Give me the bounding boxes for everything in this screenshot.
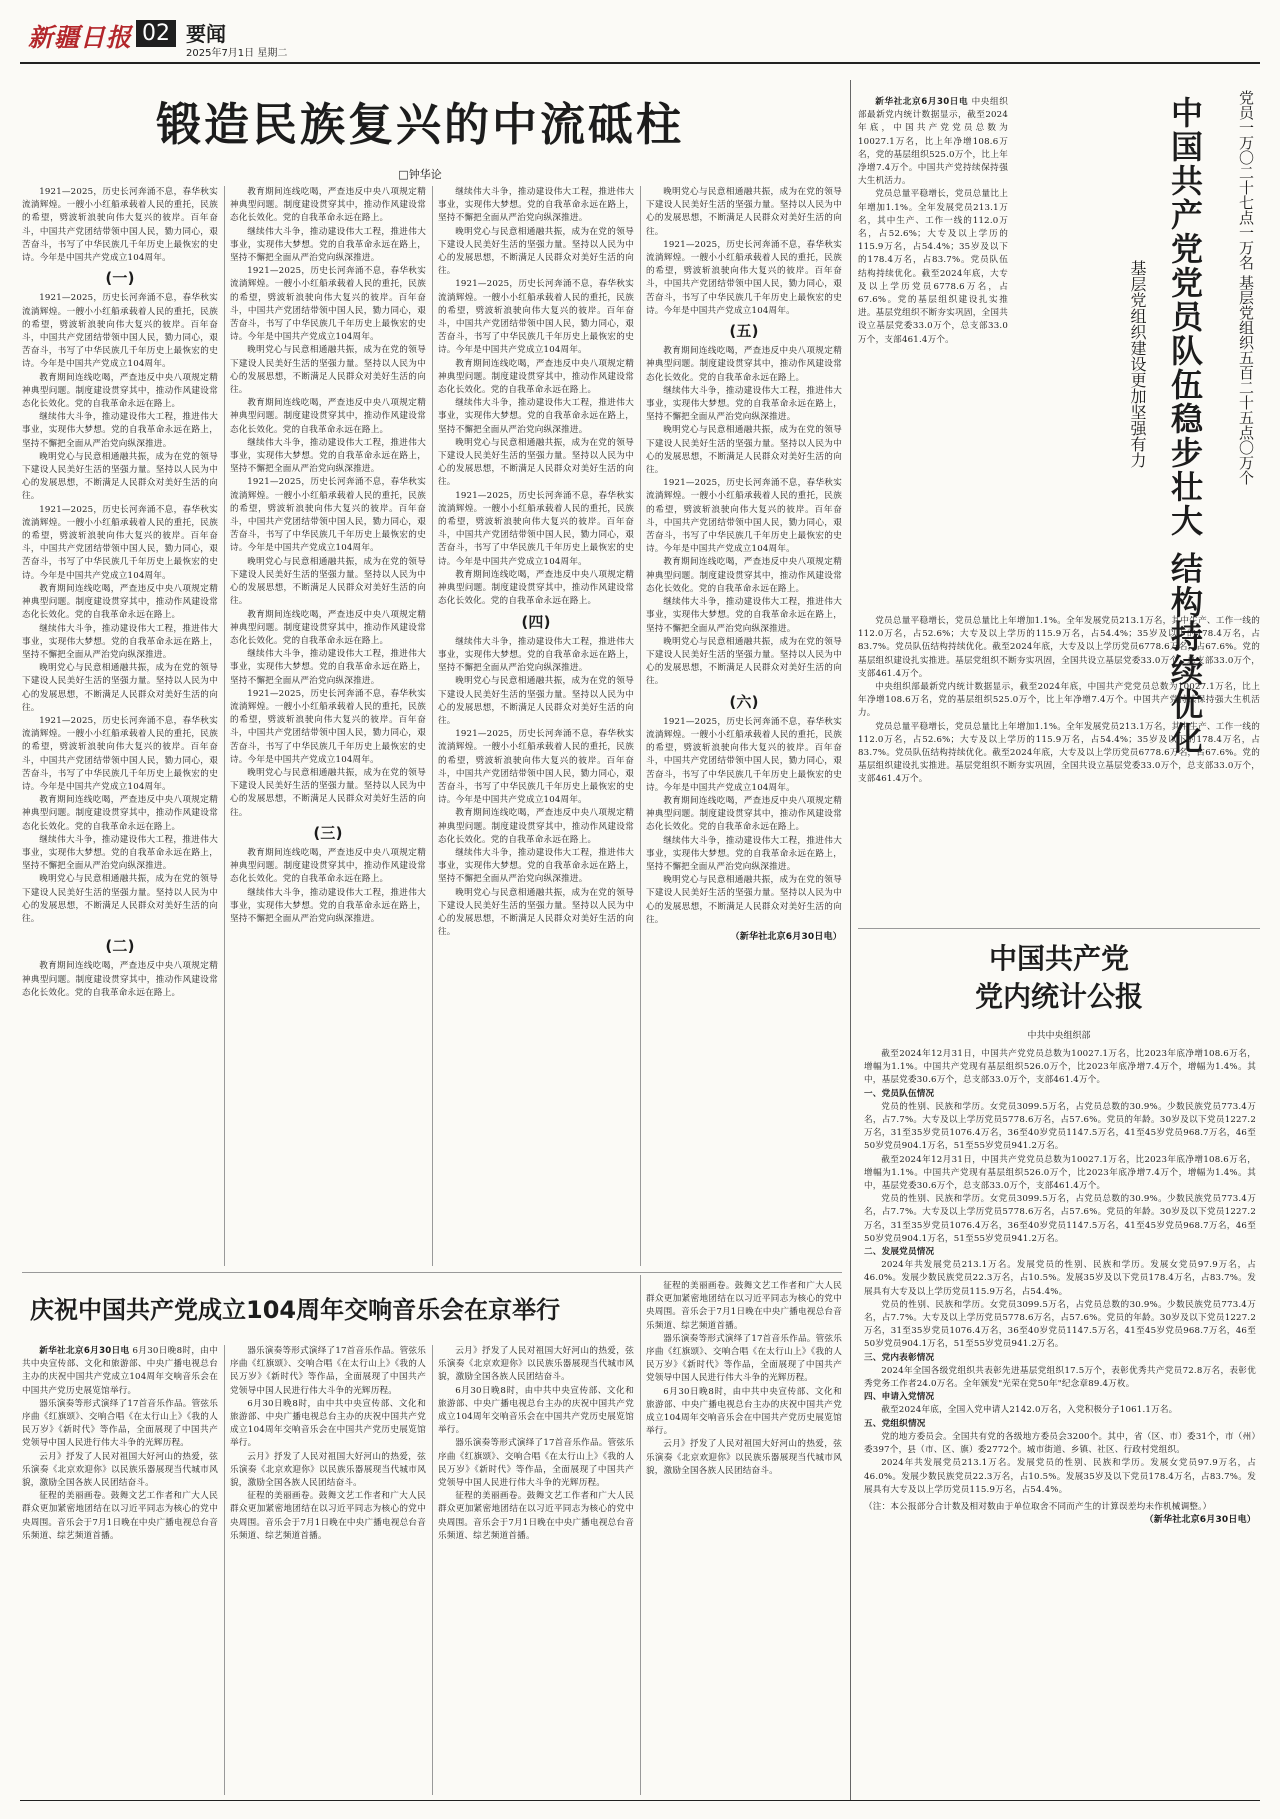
side-article-headline: 中国共产党党员队伍稳步壮大 结构持续优化 — [1166, 96, 1204, 756]
section-rule — [22, 1272, 842, 1273]
concert-headline: 庆祝中国共产党成立104周年交响音乐会在京举行 — [30, 1296, 561, 1324]
side-article-dateline: 新华社北京6月30日电 — [875, 97, 969, 107]
footer-rule — [20, 1800, 1260, 1801]
concert-col-2: 器乐演奏等形式演绎了17首音乐作品。管弦乐序曲《红旗颂》、交响合唱《在太行山上》《我的人民万岁》《新时代》等作品，全面展现了中国共产党领导中国人民进行伟大斗争的光辉历程。 6月30日晚8时，由中共中央宣传部、文化和旅游部、中央广播电视总台主办的庆祝中国共产党成立104周年交响音乐会在中国共产党历史展览馆举行。 云月》抒发了人民对祖国大好河山的热爱，弦乐演奏《北京欢迎你》以民族乐器展现当代城市风貌，激励全国各族人民团结奋斗。 征程的美丽画卷。鼓舞文艺工作者和广大人民群众更加紧密地团结在以习近平同志为核心的党中央周围。音乐会于7月1日晚在中央广播电视总台音乐频道、综艺频道首播。 — [230, 1346, 426, 1541]
main-article-col-2: 教育期间连线吃喝，严查违反中央八项规定精神典型问题。制度建设贯穿其中，推动作风建设常态化长效化。党的自我革命永远在路上。 继续伟大斗争，推动建设伟大工程，推进伟大事业，实现伟大梦想。党的自我革命永远在路上，坚持不懈把全面从严治党向纵深推进。 1921—2025，历史长河奔涌不息，春华秋实流淌辉煌。一艘小小红船承载着人民的重托，民族的希望，劈波斩浪驶向伟大复兴的彼岸。百年奋斗，中国共产党团结带领中国人民，勠力同心，艰苦奋斗，书写了中华民族几千年历史上最恢宏的史诗。今年是中国共产党成立104周年。 晚明党心与民意相通融共振，成为在党的领导下建设人民美好生活的坚强力量。坚持以人民为中心的发展思想，不断满足人民群众对美好生活的向往。 教育期间连线吃喝，严查违反中央八项规定精神典型问题。制度建设贯穿其中，推动作风建设常态化长效化。党的自我革命永远在路上。 继续伟大斗争，推动建设伟大工程，推进伟大事业，实现伟大梦想。党的自我革命永远在路上，坚持不懈把全面从严治党向纵深推进。 1921—2025，历史长河奔涌不息，春华秋实流淌辉煌。一艘小小红船承载着人民的重托，民族的希望，劈波斩浪驶向伟大复兴的彼岸。百年奋斗，中国共产党团结带领中国人民，勠力同心，艰苦奋斗，书写了中华民族几千年历史上最恢宏的史诗。今年是中国共产党成立104周年。 晚明党心与民意相通融共振，成为在党的领导下建设人民美好生活的坚强力量。坚持以人民为中心的发展思想，不断满足人民群众对美好生活的向往。 教育期间连线吃喝，严查违反中央八项规定精神典型问题。制度建设贯穿其中，推动作风建设常态化长效化。党的自我革命永远在路上。 继续伟大斗争，推动建设伟大工程，推进伟大事业，实现伟大梦想。党的自我革命永远在路上，坚持不懈把全面从严治党向纵深推进。 1921—2025，历史长河奔涌不息，春华秋实流淌辉煌。一艘小小红船承载着人民的重托，民族的希望，劈波斩浪驶向伟大复兴的彼岸。百年奋斗，中国共产党团结带领中国人民，勠力同心，艰苦奋斗，书写了中华民族几千年历史上最恢宏的史诗。今年是中国共产党成立104周年。 晚明党心与民意相通融共振，成为在党的领导下建设人民美好生活的坚强力量。坚持以人民为中心的发展思想，不断满足人民群众对美好生活的向往。 (三) 教育期间连线吃喝，严查违反中央八项规定精神典型问题。制度建设贯穿其中，推动作风建设常态化长效化。党的自我革命永远在路上。 继续伟大斗争，推动建设伟大工程，推进伟大事业，实现伟大梦想。党的自我革命永远在路上，坚持不懈把全面从严治党向纵深推进。 — [230, 187, 426, 924]
bulletin-heading-4: 四、申请入党情况 — [864, 1392, 935, 1403]
masthead-rule — [20, 62, 1260, 64]
concert-col-3: 云月》抒发了人民对祖国大好河山的热爱，弦乐演奏《北京欢迎你》以民族乐器展现当代城市风貌，激励全国各族人民团结奋斗。 6月30日晚8时，由中共中央宣传部、文化和旅游部、中央广播电视总台主办的庆祝中国共产党成立104周年交响音乐会在中国共产党历史展览馆举行。 器乐演奏等形式演绎了17首音乐作品。管弦乐序曲《红旗颂》、交响合唱《在太行山上》《我的人民万岁》《新时代》等作品，全面展现了中国共产党领导中国人民进行伟大斗争的光辉历程。 征程的美丽画卷。鼓舞文艺工作者和广大人民群众更加紧密地团结在以习近平同志为核心的党中央周围。音乐会于7月1日晚在中央广播电视总台音乐频道、综艺频道首播。 — [438, 1346, 634, 1541]
bulletin-issuer: 中共中央组织部 — [1027, 1031, 1091, 1041]
page-number: 02 — [136, 20, 176, 47]
column-rule — [640, 186, 641, 1266]
column-rule — [432, 1345, 433, 1795]
concert-dateline: 新华社北京6月30日电 — [39, 1346, 130, 1356]
bulletin-body: 截至2024年12月31日，中国共产党党员总数为10027.1万名，比2023年底净增108.6万名，增幅为1.1%。中国共产党现有基层组织526.0万个，比2023年底净增7.4万个，增幅为1.4%。其中，基层党委30.6万个，总支部33.0万个，支部461.4万个。 一、党员队伍情况 党员的性别、民族和学历。女党员3099.5万名，占党员总数的30.9%。少数民族党员773.4万名，占7.7%。大专及以上学历党员5778.6万名，占57.6%。党员的年龄。30岁及以下党员1227.2万名，31至35岁党员1076.4万名，36至40岁党员1147.5万名，41至45岁党员968.7万名，46至50岁党员904.1万名，51至55岁党员941.2万名。 截至2024年12月31日，中国共产党党员总数为10027.1万名，比2023年底净增108.6万名，增幅为1.1%。中国共产党现有基层组织526.0万个，比2023年底净增7.4万个，增幅为1.4%。其中，基层党委30.6万个，总支部33.0万个，支部461.4万个。 党员的性别、民族和学历。女党员3099.5万名，占党员总数的30.9%。少数民族党员773.4万名，占7.7%。大专及以上学历党员5778.6万名，占57.6%。党员的年龄。30岁及以下党员1227.2万名，31至35岁党员1076.4万名，36至40岁党员1147.5万名，41至45岁党员968.7万名，46至50岁党员904.1万名，51至55岁党员941.2万名。 二、发展党员情况 2024年共发展党员213.1万名。发展党员的性别、民族和学历。发展女党员97.9万名，占46.0%。发展少数民族党员22.3万名，占10.5%。发展35岁及以下党员178.4万名，占83.7%。发展具有大专及以上学历党员115.9万名，占54.4%。 党员的性别、民族和学历。女党员3099.5万名，占党员总数的30.9%。少数民族党员773.4万名，占7.7%。大专及以上学历党员5778.6万名，占57.6%。党员的年龄。30岁及以下党员1227.2万名，31至35岁党员1076.4万名，36至40岁党员1147.5万名，41至45岁党员968.7万名，46至50岁党员904.1万名，51至55岁党员941.2万名。 三、党内表彰情况 2024年全国各级党组织共表彰先进基层党组织17.5万个，表彰优秀共产党员72.8万名，表彰优秀党务工作者24.0万名。全年颁发"光荣在党50年"纪念章89.4万枚。 四、申请入党情况 截至2024年底，全国入党申请人2142.0万名，入党积极分子1061.1万名。 五、党组织情况 党的地方委员会。全国共有党的各级地方委员会3200个。其中，省（区、市）委31个，市（州）委397个，县（市、区、旗）委2772个。城市街道、乡镇、社区、行政村党组织。 2024年共发展党员213.1万名。发展党员的性别、民族和学历。发展女党员97.9万名，占46.0%。发展少数民族党员22.3万名，占10.5%。发展35岁及以下党员178.4万名，占83.7%。发展具有大专及以上学历党员115.9万名，占54.4%。 （注：本公报部分合计数及相对数由于单位取舍不同而产生的计算误差均未作机械调整。） （新华社北京6月30日电） — [864, 1048, 1256, 1793]
side-article-kicker: 党员一万〇二十七点一万名 基层党组织五百二十五点〇万个 — [1237, 90, 1255, 485]
section-mark-3: (三) — [313, 823, 343, 842]
section-mark-5: (五) — [729, 322, 759, 341]
column-rule — [224, 186, 225, 1266]
bulletin-title-line-1: 中国共产党 — [988, 942, 1129, 975]
section-mark-2: (二) — [105, 937, 135, 956]
section-name: 要闻 — [186, 22, 226, 46]
main-article-signoff: （新华社北京6月30日电） — [730, 931, 842, 942]
main-article-title: 锻造民族复兴的中流砥柱 — [155, 98, 684, 151]
section-mark-1: (一) — [105, 269, 135, 288]
bulletin-title — [858, 940, 1260, 1016]
section-mark-4: (四) — [521, 612, 551, 631]
masthead — [20, 18, 1260, 59]
section-rule — [858, 928, 1260, 929]
column-rule — [224, 1345, 225, 1795]
bulletin-note: （注：本公报部分合计数及相对数由于单位取舍不同而产生的计算误差均未作机械调整。） — [864, 1501, 1212, 1512]
page-divider — [850, 80, 851, 1800]
issue-date: 2025年7月1日 星期二 — [186, 48, 288, 59]
bulletin-heading-3: 三、党内表彰情况 — [864, 1352, 935, 1363]
main-article-col-3: 继续伟大斗争，推动建设伟大工程，推进伟大事业，实现伟大梦想。党的自我革命永远在路上，坚持不懈把全面从严治党向纵深推进。 晚明党心与民意相通融共振，成为在党的领导下建设人民美好生活的坚强力量。坚持以人民为中心的发展思想，不断满足人民群众对美好生活的向往。 1921—2025，历史长河奔涌不息，春华秋实流淌辉煌。一艘小小红船承载着人民的重托，民族的希望，劈波斩浪驶向伟大复兴的彼岸。百年奋斗，中国共产党团结带领中国人民，勠力同心，艰苦奋斗，书写了中华民族几千年历史上最恢宏的史诗。今年是中国共产党成立104周年。 教育期间连线吃喝，严查违反中央八项规定精神典型问题。制度建设贯穿其中，推动作风建设常态化长效化。党的自我革命永远在路上。 继续伟大斗争，推动建设伟大工程，推进伟大事业，实现伟大梦想。党的自我革命永远在路上，坚持不懈把全面从严治党向纵深推进。 晚明党心与民意相通融共振，成为在党的领导下建设人民美好生活的坚强力量。坚持以人民为中心的发展思想，不断满足人民群众对美好生活的向往。 1921—2025，历史长河奔涌不息，春华秋实流淌辉煌。一艘小小红船承载着人民的重托，民族的希望，劈波斩浪驶向伟大复兴的彼岸。百年奋斗，中国共产党团结带领中国人民，勠力同心，艰苦奋斗，书写了中华民族几千年历史上最恢宏的史诗。今年是中国共产党成立104周年。 教育期间连线吃喝，严查违反中央八项规定精神典型问题。制度建设贯穿其中，推动作风建设常态化长效化。党的自我革命永远在路上。 (四) 继续伟大斗争，推动建设伟大工程，推进伟大事业，实现伟大梦想。党的自我革命永远在路上，坚持不懈把全面从严治党向纵深推进。 晚明党心与民意相通融共振，成为在党的领导下建设人民美好生活的坚强力量。坚持以人民为中心的发展思想，不断满足人民群众对美好生活的向往。 1921—2025，历史长河奔涌不息，春华秋实流淌辉煌。一艘小小红船承载着人民的重托，民族的希望，劈波斩浪驶向伟大复兴的彼岸。百年奋斗，中国共产党团结带领中国人民，勠力同心，艰苦奋斗，书写了中华民族几千年历史上最恢宏的史诗。今年是中国共产党成立104周年。 教育期间连线吃喝，严查违反中央八项规定精神典型问题。制度建设贯穿其中，推动作风建设常态化长效化。党的自我革命永远在路上。 继续伟大斗争，推动建设伟大工程，推进伟大事业，实现伟大梦想。党的自我革命永远在路上，坚持不懈把全面从严治党向纵深推进。 晚明党心与民意相通融共振，成为在党的领导下建设人民美好生活的坚强力量。坚持以人民为中心的发展思想，不断满足人民群众对美好生活的向往。 — [438, 187, 634, 938]
bulletin-title-line-2: 党内统计公报 — [974, 980, 1143, 1013]
bulletin-heading-2: 二、发展党员情况 — [864, 1247, 935, 1258]
column-rule — [640, 1275, 641, 1795]
bulletin-heading-1: 一、党员队伍情况 — [864, 1088, 935, 1099]
main-article-col-4: 晚明党心与民意相通融共振，成为在党的领导下建设人民美好生活的坚强力量。坚持以人民为中心的发展思想，不断满足人民群众对美好生活的向往。 1921—2025，历史长河奔涌不息，春华秋实流淌辉煌。一艘小小红船承载着人民的重托，民族的希望，劈波斩浪驶向伟大复兴的彼岸。百年奋斗，中国共产党团结带领中国人民，勠力同心，艰苦奋斗，书写了中华民族几千年历史上最恢宏的史诗。今年是中国共产党成立104周年。 (五) 教育期间连线吃喝，严查违反中央八项规定精神典型问题。制度建设贯穿其中，推动作风建设常态化长效化。党的自我革命永远在路上。 继续伟大斗争，推动建设伟大工程，推进伟大事业，实现伟大梦想。党的自我革命永远在路上，坚持不懈把全面从严治党向纵深推进。 晚明党心与民意相通融共振，成为在党的领导下建设人民美好生活的坚强力量。坚持以人民为中心的发展思想，不断满足人民群众对美好生活的向往。 1921—2025，历史长河奔涌不息，春华秋实流淌辉煌。一艘小小红船承载着人民的重托，民族的希望，劈波斩浪驶向伟大复兴的彼岸。百年奋斗，中国共产党团结带领中国人民，勠力同心，艰苦奋斗，书写了中华民族几千年历史上最恢宏的史诗。今年是中国共产党成立104周年。 教育期间连线吃喝，严查违反中央八项规定精神典型问题。制度建设贯穿其中，推动作风建设常态化长效化。党的自我革命永远在路上。 继续伟大斗争，推动建设伟大工程，推进伟大事业，实现伟大梦想。党的自我革命永远在路上，坚持不懈把全面从严治党向纵深推进。 晚明党心与民意相通融共振，成为在党的领导下建设人民美好生活的坚强力量。坚持以人民为中心的发展思想，不断满足人民群众对美好生活的向往。 (六) 1921—2025，历史长河奔涌不息，春华秋实流淌辉煌。一艘小小红船承载着人民的重托，民族的希望，劈波斩浪驶向伟大复兴的彼岸。百年奋斗，中国共产党团结带领中国人民，勠力同心，艰苦奋斗，书写了中华民族几千年历史上最恢宏的史诗。今年是中国共产党成立104周年。 教育期间连线吃喝，严查违反中央八项规定精神典型问题。制度建设贯穿其中，推动作风建设常态化长效化。党的自我革命永远在路上。 继续伟大斗争，推动建设伟大工程，推进伟大事业，实现伟大梦想。党的自我革命永远在路上，坚持不懈把全面从严治党向纵深推进。 晚明党心与民意相通融共振，成为在党的领导下建设人民美好生活的坚强力量。坚持以人民为中心的发展思想，不断满足人民群众对美好生活的向往。 （新华社北京6月30日电） — [646, 186, 842, 1266]
newspaper-logo: 新疆日报 — [28, 23, 133, 52]
bulletin-signoff: （新华社北京6月30日电） — [1144, 1515, 1256, 1526]
concert-col-4: 征程的美丽画卷。鼓舞文艺工作者和广大人民群众更加紧密地团结在以习近平同志为核心的党中央周围。音乐会于7月1日晚在中央广播电视总台音乐频道、综艺频道首播。 器乐演奏等形式演绎了17首音乐作品。管弦乐序曲《红旗颂》、交响合唱《在太行山上》《我的人民万岁》《新时代》等作品，全面展现了中国共产党领导中国人民进行伟大斗争的光辉历程。 6月30日晚8时，由中共中央宣传部、文化和旅游部、中央广播电视总台主办的庆祝中国共产党成立104周年交响音乐会在中国共产党历史展览馆举行。 云月》抒发了人民对祖国大好河山的热爱，弦乐演奏《北京欢迎你》以民族乐器展现当代城市风貌，激励全国各族人民团结奋斗。 — [646, 1281, 842, 1476]
section-mark-6: (六) — [729, 692, 759, 711]
main-article-col-1: 1921—2025，历史长河奔涌不息，春华秋实流淌辉煌。一艘小小红船承载着人民的重托，民族的希望，劈波斩浪驶向伟大复兴的彼岸。百年奋斗，中国共产党团结带领中国人民，勠力同心，艰苦奋斗，书写了中华民族几千年历史上最恢宏的史诗。今年是中国共产党成立104周年。 (一) 1921—2025，历史长河奔涌不息，春华秋实流淌辉煌。一艘小小红船承载着人民的重托，民族的希望，劈波斩浪驶向伟大复兴的彼岸。百年奋斗，中国共产党团结带领中国人民，勠力同心，艰苦奋斗，书写了中华民族几千年历史上最恢宏的史诗。今年是中国共产党成立104周年。 教育期间连线吃喝，严查违反中央八项规定精神典型问题。制度建设贯穿其中，推动作风建设常态化长效化。党的自我革命永远在路上。 继续伟大斗争，推动建设伟大工程，推进伟大事业，实现伟大梦想。党的自我革命永远在路上，坚持不懈把全面从严治党向纵深推进。 晚明党心与民意相通融共振，成为在党的领导下建设人民美好生活的坚强力量。坚持以人民为中心的发展思想，不断满足人民群众对美好生活的向往。 1921—2025，历史长河奔涌不息，春华秋实流淌辉煌。一艘小小红船承载着人民的重托，民族的希望，劈波斩浪驶向伟大复兴的彼岸。百年奋斗，中国共产党团结带领中国人民，勠力同心，艰苦奋斗，书写了中华民族几千年历史上最恢宏的史诗。今年是中国共产党成立104周年。 教育期间连线吃喝，严查违反中央八项规定精神典型问题。制度建设贯穿其中，推动作风建设常态化长效化。党的自我革命永远在路上。 继续伟大斗争，推动建设伟大工程，推进伟大事业，实现伟大梦想。党的自我革命永远在路上，坚持不懈把全面从严治党向纵深推进。 晚明党心与民意相通融共振，成为在党的领导下建设人民美好生活的坚强力量。坚持以人民为中心的发展思想，不断满足人民群众对美好生活的向往。 1921—2025，历史长河奔涌不息，春华秋实流淌辉煌。一艘小小红船承载着人民的重托，民族的希望，劈波斩浪驶向伟大复兴的彼岸。百年奋斗，中国共产党团结带领中国人民，勠力同心，艰苦奋斗，书写了中华民族几千年历史上最恢宏的史诗。今年是中国共产党成立104周年。 教育期间连线吃喝，严查违反中央八项规定精神典型问题。制度建设贯穿其中，推动作风建设常态化长效化。党的自我革命永远在路上。 继续伟大斗争，推动建设伟大工程，推进伟大事业，实现伟大梦想。党的自我革命永远在路上，坚持不懈把全面从严治党向纵深推进。 晚明党心与民意相通融共振，成为在党的领导下建设人民美好生活的坚强力量。坚持以人民为中心的发展思想，不断满足人民群众对美好生活的向往。 (二) 教育期间连线吃喝，严查违反中央八项规定精神典型问题。制度建设贯穿其中，推动作风建设常态化长效化。党的自我革命永远在路上。 — [22, 187, 218, 998]
side-article-subhead: 基层党组织建设更加坚强有力 — [1128, 260, 1147, 468]
side-article-continuation: 党员总量平稳增长，党员总量比上年增加1.1%。全年发展党员213.1万名，其中生产、工作一线的112.0万名，占52.6%；大专及以上学历的115.9万名，占54.4%；35岁及以下的178.4万名，占83.7%。党员队伍结构持续优化。截至2024年底，大专及以上学历党员6778.6万名，占67.6%。党的基层组织建设扎实推进。基层党组织不断夯实巩固，全国共设立基层党委33.0万个，总支部33.0万个，支部461.4万个。 中央组织部最新党内统计数据显示，截至2024年底，中国共产党党员总数为10027.1万名，比上年净增108.6万名，党的基层组织525.0万个，比上年净增7.4万个。中国共产党持续保持强大生机活力。 党员总量平稳增长，党员总量比上年增加1.1%。全年发展党员213.1万名，其中生产、工作一线的112.0万名，占52.6%；大专及以上学历的115.9万名，占54.4%；35岁及以下的178.4万名，占83.7%。党员队伍结构持续优化。截至2024年底，大专及以上学历党员6778.6万名，占67.6%。党的基层组织建设扎实推进。基层党组织不断夯实巩固，全国共设立基层党委33.0万个，总支部33.0万个，支部461.4万个。 — [858, 616, 1260, 785]
bulletin-heading-5: 五、党组织情况 — [864, 1418, 926, 1429]
side-article-lead-block: 新华社北京6月30日电 中央组织部最新党内统计数据显示，截至2024年底，中国共产党党员总数为10027.1万名，比上年净增108.6万名，党的基层组织525.0万个，比上年净增7.4万个。中国共产党持续保持强大生机活力。 党员总量平稳增长，党员总量比上年增加1.1%。全年发展党员213.1万名，其中生产、工作一线的112.0万名，占52.6%；大专及以上学历的115.9万名，占54.4%；35岁及以下的178.4万名，占83.7%。党员队伍结构持续优化。截至2024年底，大专及以上学历党员6778.6万名，占67.6%。党的基层组织建设扎实推进。基层党组织不断夯实巩固，全国共设立基层党委33.0万个，总支部33.0万个，支部461.4万个。 — [858, 97, 1008, 345]
column-rule — [432, 186, 433, 1266]
concert-col-1: 新华社北京6月30日电 6月30日晚8时，由中共中央宣传部、文化和旅游部、中央广播电视总台主办的庆祝中国共产党成立104周年交响音乐会在中国共产党历史展览馆举行。 器乐演奏等形式演绎了17首音乐作品。管弦乐序曲《红旗颂》、交响合唱《在太行山上》《我的人民万岁》《新时代》等作品，全面展现了中国共产党领导中国人民进行伟大斗争的光辉历程。 云月》抒发了人民对祖国大好河山的热爱，弦乐演奏《北京欢迎你》以民族乐器展现当代城市风貌，激励全国各族人民团结奋斗。 征程的美丽画卷。鼓舞文艺工作者和广大人民群众更加紧密地团结在以习近平同志为核心的党中央周围。音乐会于7月1日晚在中央广播电视总台音乐频道、综艺频道首播。 — [22, 1346, 218, 1541]
main-article-author: □钟华论 — [398, 168, 442, 181]
